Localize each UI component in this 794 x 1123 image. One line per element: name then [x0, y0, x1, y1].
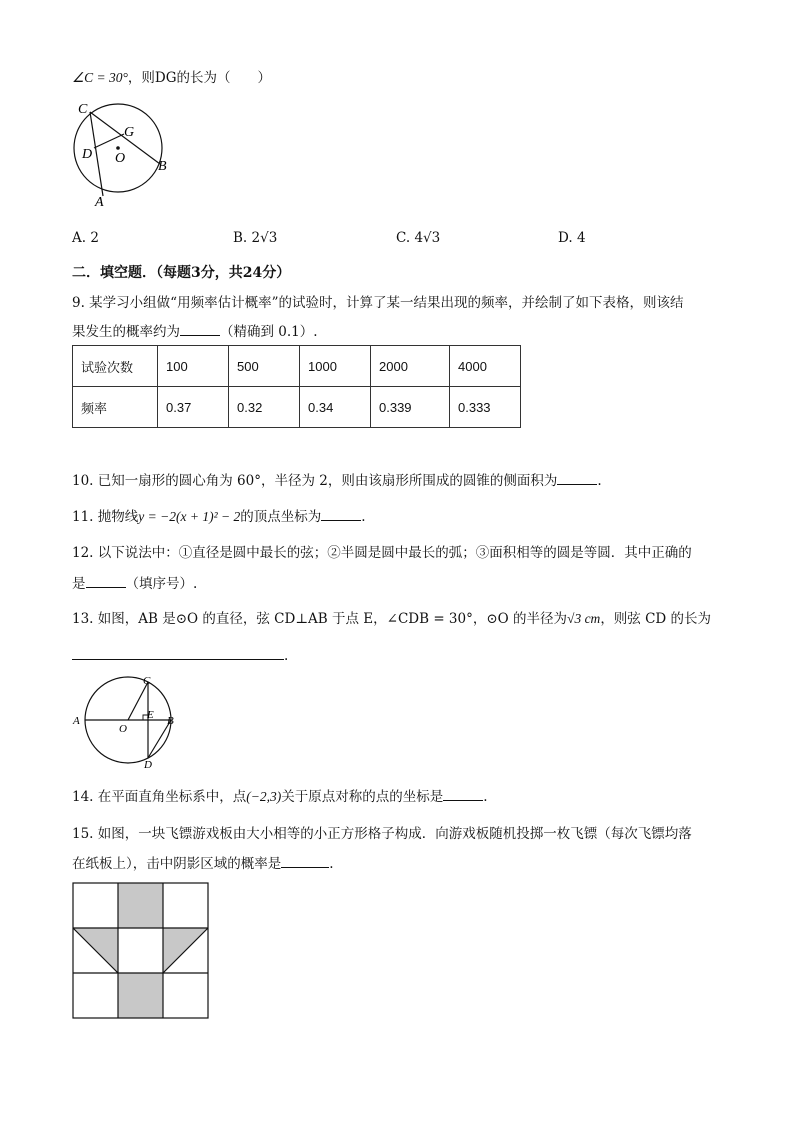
q15-line2 [72, 853, 334, 874]
q8-option-c-value: 4√3 [414, 230, 441, 246]
table-cell: 0.333 [450, 387, 521, 428]
table-cell: 0.32 [229, 387, 300, 428]
section-heading: 二．填空题．（每题3分，共24分） [72, 265, 291, 281]
q14-text-b: 关于原点对称的点的坐标是 [281, 789, 444, 805]
table-cell: 试验次数 [73, 346, 158, 387]
q8-angle: ∠C = 30° [72, 70, 128, 85]
q13-answer-blank[interactable] [72, 645, 284, 660]
q13-label-o: O [119, 723, 127, 735]
q9-line2-a: 果发生的概率约为 [72, 324, 180, 340]
q11-end: . [361, 509, 366, 525]
q8-option-a-value: 2 [90, 230, 99, 246]
q14-answer-blank[interactable] [443, 786, 483, 801]
table-row [73, 346, 521, 387]
q10-text: 10. 已知一扇形的圆心角为 60°，半径为 2，则由该扇形所围成的圆锥的侧面积为 [72, 473, 558, 489]
table-cell: 0.34 [300, 387, 371, 428]
q8-stem [72, 68, 271, 88]
q8-label-b: B [158, 159, 167, 174]
q9-line2 [72, 321, 318, 342]
shaded-square-bottom [118, 973, 163, 1018]
q12-line2-a: 是 [72, 576, 86, 592]
table-cell: 4000 [450, 346, 521, 387]
q14-point: (−2,3) [246, 789, 282, 804]
q8-option-d-letter: D. [558, 230, 577, 246]
q11-text: 11. 抛物线 [72, 509, 139, 525]
q12-answer-blank[interactable] [86, 573, 126, 588]
q8-center-dot [116, 146, 120, 150]
q14-text: 14. 在平面直角坐标系中，点 [72, 789, 247, 805]
q8-option-d-value: 4 [576, 230, 586, 246]
q13-label-a: A [73, 715, 80, 727]
q8-option-c-letter: C. [396, 230, 415, 246]
q8-option-a[interactable] [72, 230, 99, 246]
q8-label-d: D [82, 147, 93, 162]
q8-stem-rest: ，则DG的长为（ ） [127, 70, 271, 86]
q13-text-b: ，则弦 CD 的长为 [600, 611, 712, 627]
q10-end: . [597, 473, 602, 489]
table-cell: 频率 [73, 387, 158, 428]
q10-answer-blank[interactable] [557, 470, 597, 485]
q13-line2 [72, 645, 288, 666]
q14-end: . [483, 789, 488, 805]
table-cell: 1000 [300, 346, 371, 387]
q14 [72, 786, 488, 807]
q13-circle-figure [70, 674, 190, 774]
q13-line1 [72, 609, 711, 629]
q13-text: 13. 如图，AB 是⊙O 的直径，弦 CD⊥AB 于点 E，∠CDB = 30°，⊙O 的半径为 [72, 611, 568, 627]
q13-label-e: E [147, 709, 154, 721]
q12-line1: 12. 以下说法中：①直径是圆中最长的弦；②半圆是圆中最长的弧；③面积相等的圆是等圆．其中正确的 [72, 545, 692, 561]
q15-answer-blank[interactable] [281, 853, 329, 868]
frequency-table [72, 345, 521, 428]
table-cell: 500 [229, 346, 300, 387]
q8-circle-figure [68, 98, 178, 208]
q8-option-d[interactable] [558, 230, 586, 246]
table-row [73, 387, 521, 428]
q8-label-o: O [115, 151, 126, 166]
q11-text-b: 的顶点坐标为 [240, 509, 322, 525]
q8-segment-dg [94, 134, 124, 148]
table-cell: 0.339 [371, 387, 450, 428]
q8-option-b[interactable] [233, 230, 277, 246]
q12-line2 [72, 573, 197, 594]
q13-segment-oc [128, 682, 148, 720]
dartboard-grid-figure [73, 883, 209, 1019]
table-cell: 2000 [371, 346, 450, 387]
q8-option-b-value: 2√3 [251, 230, 278, 246]
q8-option-c[interactable] [396, 230, 440, 246]
q15-line2-b: . [329, 856, 334, 872]
q9-line2-b: （精确到 0.1）. [220, 324, 318, 340]
q8-label-a: A [95, 195, 104, 210]
q9-answer-blank[interactable] [180, 321, 220, 336]
shaded-square-top [118, 883, 163, 928]
q13-radius: √3 cm [567, 611, 601, 626]
q10 [72, 470, 602, 491]
q11-answer-blank[interactable] [321, 506, 361, 521]
q9-line1: 9. 某学习小组做“用频率估计概率”的试验时，计算了某一结果出现的频率，并绘制了如下表格，则该结 [72, 295, 684, 311]
q15-line2-a: 在纸板上），击中阴影区域的概率是 [72, 856, 282, 872]
q8-label-g: G [124, 125, 135, 140]
q13-end: . [284, 648, 289, 664]
q8-label-c: C [78, 102, 88, 117]
q11 [72, 506, 366, 527]
q11-equation: y = −2(x + 1)² − 2 [138, 509, 241, 524]
q8-option-b-letter: B. [233, 230, 252, 246]
q13-label-d: D [144, 759, 152, 771]
q13-label-c: C [143, 675, 151, 687]
q12-line2-b: （填序号）. [125, 576, 198, 592]
table-cell: 100 [158, 346, 229, 387]
q8-option-a-letter: A. [72, 230, 91, 246]
table-cell: 0.37 [158, 387, 229, 428]
q15-line1: 15. 如图，一块飞镖游戏板由大小相等的小正方形格子构成．向游戏板随机投掷一枚飞镖（每次飞镖均落 [72, 826, 692, 842]
q13-label-b: B [167, 715, 174, 727]
